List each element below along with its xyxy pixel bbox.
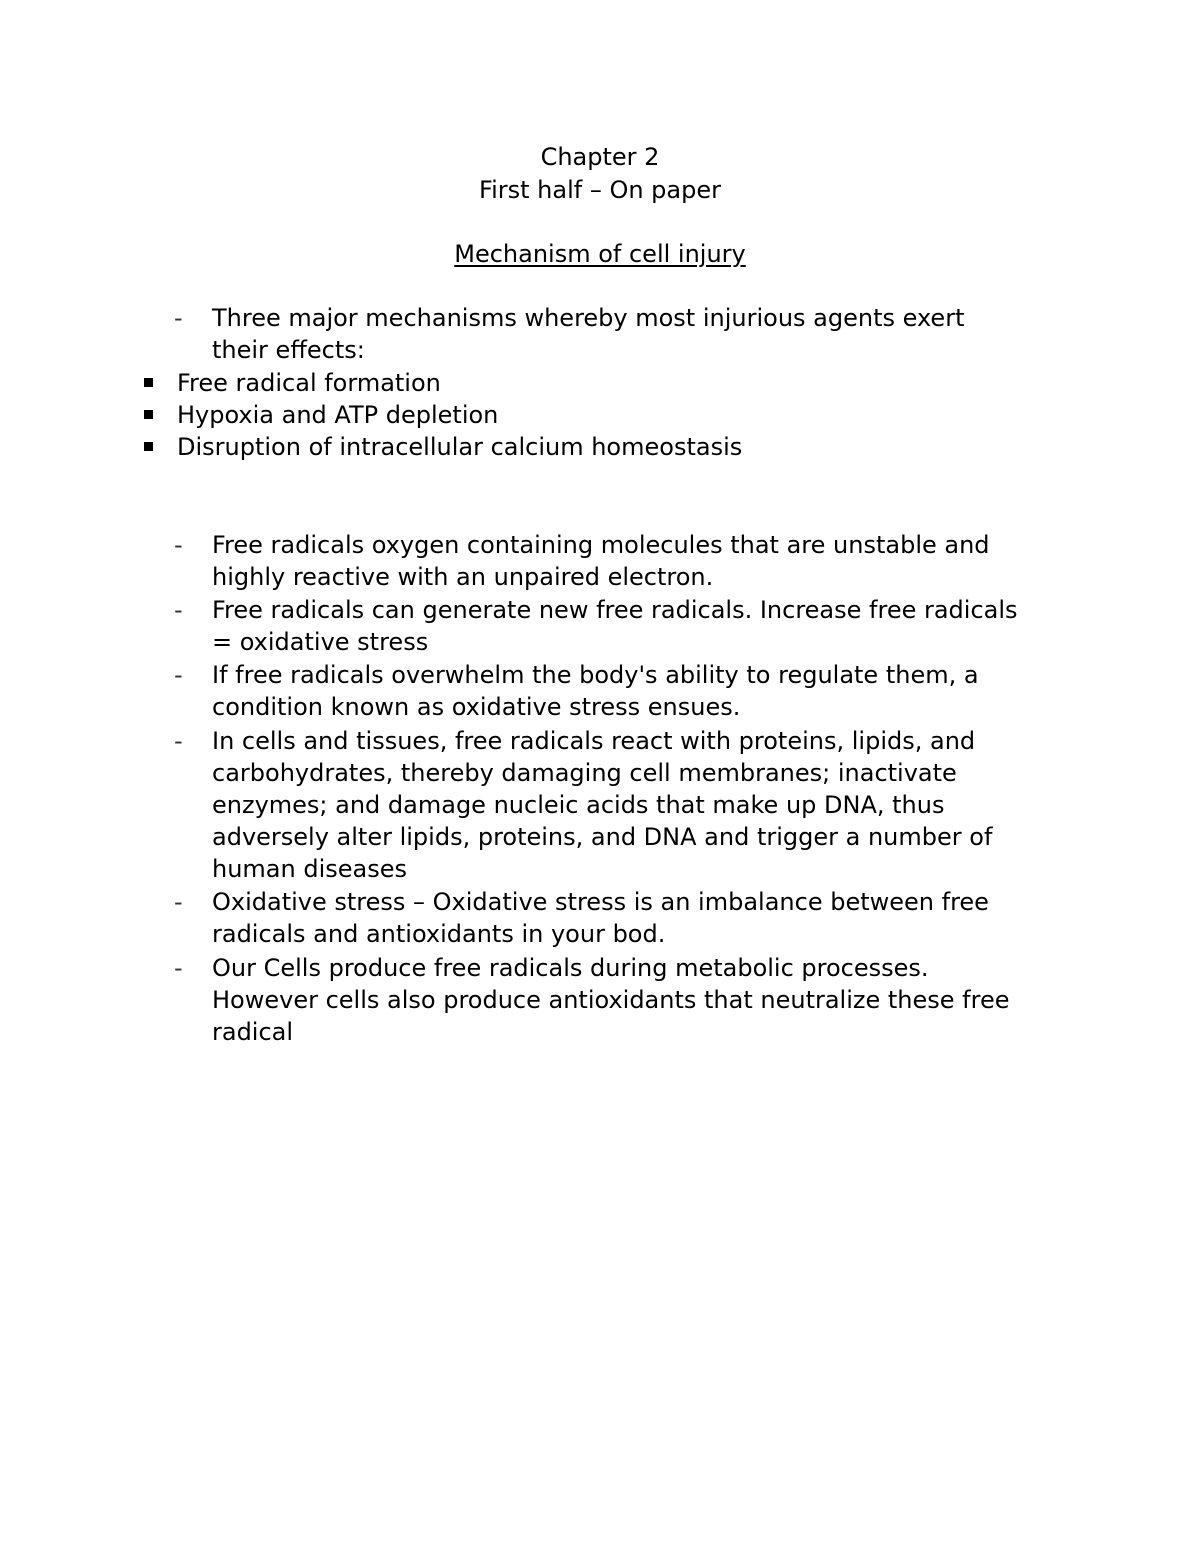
list-item-text: Free radicals can generate new free radicals. Increase free radicals = oxidative stress — [212, 596, 1018, 656]
dash-marker: - — [174, 596, 183, 624]
dash-marker: - — [174, 954, 183, 982]
square-bullet-icon — [144, 410, 153, 419]
list-item-note-5 — [174, 886, 1042, 950]
list-item-note-6 — [174, 952, 1037, 1048]
list-item-text: Free radicals oxygen containing molecules that are unstable and highly reactive with an unpaired electron. — [212, 531, 990, 591]
bullet-item-text: Free radical formation — [177, 369, 441, 397]
page-title: Chapter 2 — [540, 143, 660, 171]
list-item-note-1 — [174, 529, 1047, 593]
dash-marker: - — [174, 531, 183, 559]
section-heading — [0, 238, 1200, 270]
list-item-text: In cells and tissues, free radicals react with proteins, lipids, and carbohydrates, thereby damaging cell membranes; inactivate enzymes; and damage nucleic acids that make up DNA, thus adversely alter lipids, proteins, and DNA and trigger a number of human diseases — [212, 727, 993, 883]
list-item-note-4 — [174, 725, 1052, 885]
square-bullet-icon — [144, 378, 153, 387]
dash-marker: - — [174, 888, 183, 916]
list-item-text: Our Cells produce free radicals during metabolic processes. However cells also produce antioxidants that neutralize these free radical — [212, 954, 1010, 1046]
list-item-note-2 — [174, 594, 1027, 658]
square-bullet-icon — [144, 442, 153, 451]
list-item-text: If free radicals overwhelm the body's ability to regulate them, a condition known as oxidative stress ensues. — [212, 661, 979, 721]
section-heading-text: Mechanism of cell injury — [454, 240, 746, 268]
list-item-intro — [174, 302, 1012, 366]
list-item-text: Oxidative stress – Oxidative stress is an imbalance between free radicals and antioxidants in your bod. — [212, 888, 989, 948]
bullet-item-3 — [177, 431, 1057, 463]
dash-marker: - — [174, 661, 183, 689]
bullet-item-2 — [177, 399, 1057, 431]
bullet-item-text: Hypoxia and ATP depletion — [177, 401, 499, 429]
list-item-text: Three major mechanisms whereby most injurious agents exert their effects: — [212, 304, 965, 364]
list-item-note-3 — [174, 659, 982, 723]
page-subtitle: First half – On paper — [479, 176, 721, 204]
bullet-item-1 — [177, 367, 1057, 399]
dash-marker: - — [174, 727, 183, 755]
dash-marker: - — [174, 304, 183, 332]
bullet-item-text: Disruption of intracellular calcium homeostasis — [177, 433, 743, 461]
